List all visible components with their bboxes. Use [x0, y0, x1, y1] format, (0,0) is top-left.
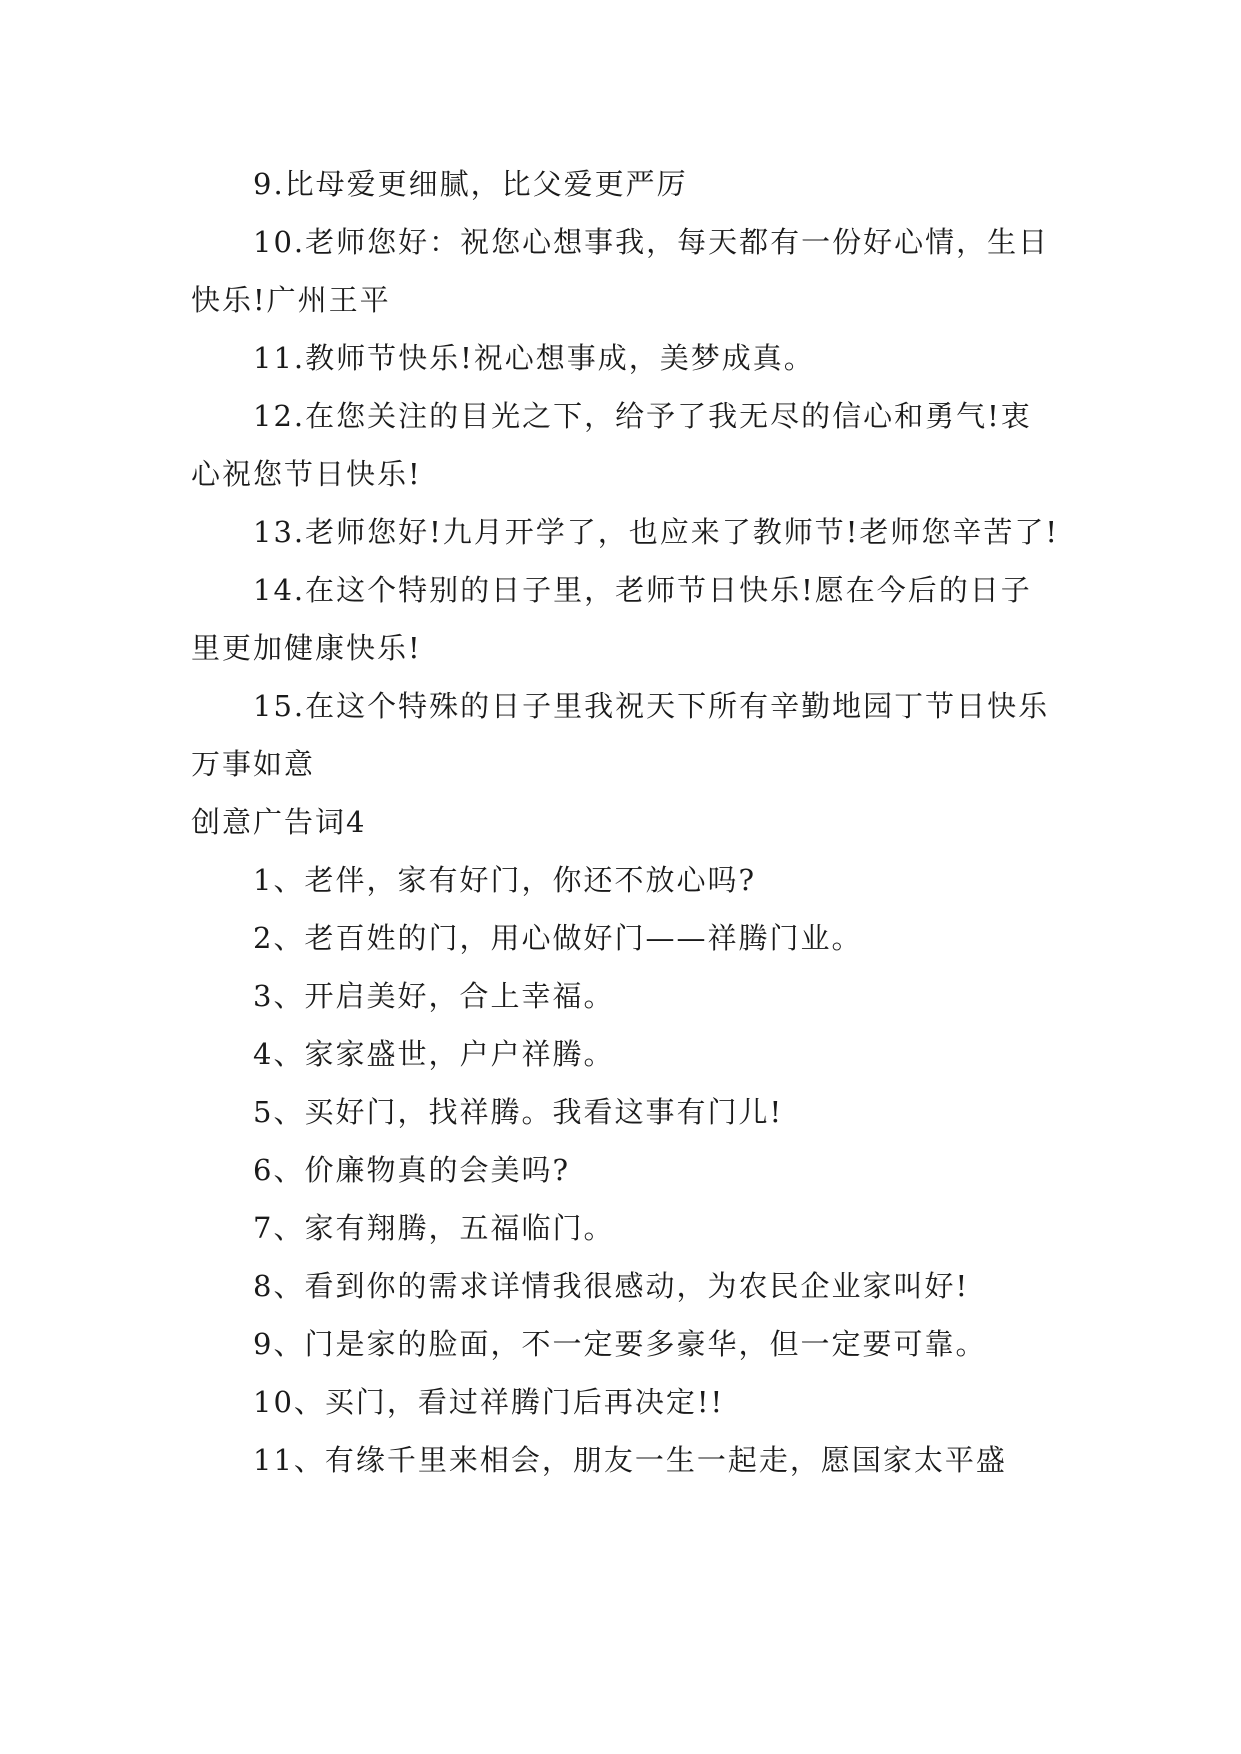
list-item: 4、家家盛世，户户祥腾。 [253, 1037, 615, 1071]
list-item: 10、买门，看过祥腾门后再决定!! [253, 1385, 725, 1419]
document-body [191, 155, 1061, 1489]
list-item: 11、有缘千里来相会，朋友一生一起走，愿国家太平盛 [253, 1443, 1007, 1477]
list-item: 7、家有翔腾，五福临门。 [253, 1211, 615, 1245]
list-item: 11.教师节快乐!祝心想事成，美梦成真。 [253, 341, 815, 375]
section-heading: 创意广告词4 [191, 805, 367, 839]
list-item: 12.在您关注的目光之下，给予了我无尽的信心和勇气!衷心祝您节日快乐! [191, 399, 1032, 491]
list-item: 9、门是家的脸面，不一定要多豪华，但一定要可靠。 [253, 1327, 987, 1361]
list-item: 6、价廉物真的会美吗? [253, 1153, 570, 1187]
list-item: 5、买好门，找祥腾。我看这事有门儿! [253, 1095, 784, 1129]
list-item: 1、老伴，家有好门，你还不放心吗? [253, 863, 756, 897]
list-item: 3、开启美好，合上幸福。 [253, 979, 615, 1013]
list-item: 2、老百姓的门，用心做好门——祥腾门业。 [253, 921, 863, 955]
list-item: 15.在这个特殊的日子里我祝天下所有辛勤地园丁节日快乐万事如意 [191, 689, 1050, 781]
list-item: 14.在这个特别的日子里，老师节日快乐!愿在今后的日子里更加健康快乐! [191, 573, 1032, 665]
list-item: 9.比母爱更细腻，比父爱更严厉 [253, 167, 688, 201]
list-item: 13.老师您好!九月开学了，也应来了教师节!老师您辛苦了! [253, 515, 1060, 549]
list-item: 10.老师您好：祝您心想事我，每天都有一份好心情，生日快乐!广州王平 [191, 225, 1050, 317]
list-item: 8、看到你的需求详情我很感动，为农民企业家叫好! [253, 1269, 970, 1303]
